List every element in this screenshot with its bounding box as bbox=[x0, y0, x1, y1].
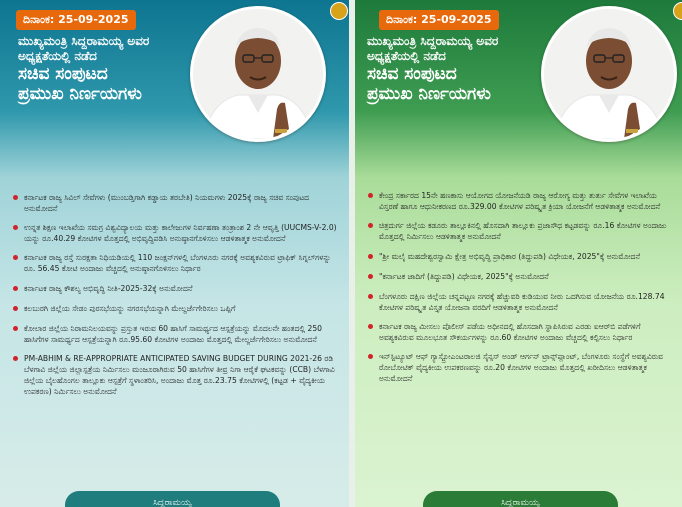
list-item: ಚಿತ್ರದುರ್ಗ ಜಿಲ್ಲೆಯ ಕಡೂರು ತಾಲ್ಲೂಕಿನಲ್ಲಿ ಹೊಸದಾಗಿ ತಾಲ್ಲೂಕು ಪ್ರಜಾಸೌಧ ಕಟ್ಟಡವನ್ನು ರೂ.16 ಕೋಟಿಗಳ ಅಂದಾಜು ಮೊತ್ತದಲ್ಲಿ ನಿರ್ಮಿಸಲು ಆಡಳಿತಾತ್ಮಕ ಅನುಮೋದನೆ bbox=[365, 220, 677, 242]
list-item: ಕೋಲಾರ ಜಿಲ್ಲೆಯ ನಿರಾಮನಿಲಯವನ್ನು ಪ್ರಸ್ತುತ ಇರುವ 60 ಹಾಸಿಗೆ ಸಾಮರ್ಥ್ಯದ ಆಸ್ಪತ್ರೆಯನ್ನು ಮೊದಲನೇ ಹಂತದಲ್ಲಿ 250 ಹಾಸಿಗೆಗಳ ಸಾಮರ್ಥ್ಯದ ಆಸ್ಪತ್ರೆಯನ್ನಾಗಿ ರೂ.95.60 ಕೋಟಿಗಳ ಅಂದಾಜು ಮೊತ್ತದಲ್ಲಿ ಮೇಲ್ದರ್ಜೆಗೇರಿಸಲು ಅನುಮೋದನೆ bbox=[10, 323, 342, 345]
right-poster bbox=[355, 0, 682, 507]
title-line-2: ಅಧ್ಯಕ್ಷತೆಯಲ್ಲಿ ನಡೆದ bbox=[18, 49, 97, 63]
title-line-1: ಮುಖ್ಯಮಂತ್ರಿ ಸಿದ್ದರಾಮಯ್ಯ ಅವರ bbox=[18, 34, 150, 48]
list-item: ಕರ್ನಾಟಕ ರಾಜ್ಯ ರಸ್ತೆ ಸುರಕ್ಷತಾ ನಿಧಿಯಡಿಯಲ್ಲಿ 110 ಜಂಕ್ಷನ್‌ಗಳಲ್ಲಿ ಬೆಂಗಳೂರು ನಗರಕ್ಕೆ ಅವಶ್ಯಕವಿರುವ ಟ್ರಾಫಿಕ್ ಸಿಗ್ನಲ್‌ಗಳನ್ನು ರೂ. 56.45 ಕೋಟಿ ಅಂದಾಜು ವೆಚ್ಚದಲ್ಲಿ ಅನುಷ್ಠಾನಗೊಳಿಸಲು ನಿರ್ಧಾರ bbox=[10, 252, 342, 274]
title-big-1: ಸಚಿವ ಸಂಪುಟದ bbox=[367, 64, 457, 84]
title-line-2: ಅಧ್ಯಕ್ಷತೆಯಲ್ಲಿ ನಡೆದ bbox=[367, 49, 446, 63]
portrait-photo bbox=[190, 6, 326, 142]
decisions-list bbox=[365, 190, 677, 384]
list-item: ಕರ್ನಾಟಕ ರಾಜ್ಯ ಮೀಸಲು ಪೊಲೀಸ್ ಪಡೆಯ ಅಧೀನದಲ್ಲಿ ಹೊಸದಾಗಿ ಸ್ಥಾಪಿಸಿರುವ ಎರಡು ಐಆರ್‌ಬಿ ಪಡೆಗಳಿಗೆ ಅವಶ್ಯಕವಿರುವ ಮೂಲಭೂತ ಸೌಕರ್ಯಗಳನ್ನು ರೂ.60 ಕೋಟಿಗಳ ಅಂದಾಜು ವೆಚ್ಚದಲ್ಲಿ ಕಲ್ಪಿಸಲು ನಿರ್ಧಾರ bbox=[365, 321, 677, 343]
title-big-2: ಪ್ರಮುಖ ನಿರ್ಣಯಗಳು bbox=[367, 84, 491, 104]
title-line-1: ಮುಖ್ಯಮಂತ್ರಿ ಸಿದ್ದರಾಮಯ್ಯ ಅವರ bbox=[367, 34, 499, 48]
emblem-icon bbox=[673, 2, 682, 20]
list-item: "ಶ್ರೀ ಮಲೈ ಮಹದೇಶ್ವರಸ್ವಾಮಿ ಕ್ಷೇತ್ರ ಅಭಿವೃದ್ಧಿ ಪ್ರಾಧಿಕಾರ (ತಿದ್ದುಪಡಿ) ವಿಧೇಯಕ, 2025"ಕ್ಕೆ ಅನುಮೋದನೆ bbox=[365, 251, 677, 262]
list-item: ಬೆಂಗಳೂರು ದಕ್ಷಿಣ ಜಿಲ್ಲೆಯ ಚನ್ನಪಟ್ಟಣ ನಗರಕ್ಕೆ ಹೆಚ್ಚುವರಿ ಕುಡಿಯುವ ನೀರು ಒದಗಿಸುವ ಯೋಜನೆಯ ರೂ.128.74 ಕೋಟಿಗಳ ಪರಿಷ್ಕೃತ ವಿಸ್ತೃತ ಯೋಜನಾ ವರದಿಗೆ ಆಡಳಿತಾತ್ಮಕ ಅನುಮೋದನೆ bbox=[365, 291, 677, 313]
signature-bar: ಸಿದ್ದರಾಮಯ್ಯ bbox=[423, 491, 618, 507]
list-item: PM-ABHIM & RE-APPROPRIATE ANTICIPATED SAVING BUDGET DURING 2021-26 ರಡಿ ಬೆಳಗಾವಿ ಜಿಲ್ಲೆಯ ಜಿಲ್ಲಾಸ್ಪತ್ರೆಯ ನಿರ್ಮಿಸಲು ಮಂಜೂರಾಗಿರುವ 50 ಹಾಸಿಗೆಗಳ ತೀವ್ರ ನಿಗಾ ಆರೈಕೆ ಘಟಕವನ್ನು (CCB) ಬೆಳಗಾವಿ ಜಿಲ್ಲೆಯ ಬೈಲಹೊಂಗಲ ತಾಲ್ಲೂಕು ಆಸ್ಪತ್ರೆಗೆ ಸ್ಥಳಾಂತರಿಸಿ, ಅಂದಾಜು ಮೊತ್ತ ರೂ.23.75 ಕೋಟಿಗಳಲ್ಲಿ (ಕಟ್ಟಡ + ವೈದ್ಯಕೀಯ ಉಪಕರಣ) ನಿರ್ಮಿಸಲು ಅನುಮೋದನೆ bbox=[10, 353, 342, 397]
emblem-icon bbox=[330, 2, 348, 20]
list-item: ಕಲಬುರಗಿ ಜಿಲ್ಲೆಯ ಸೇಡಂ ಪುರಸಭೆಯನ್ನು ನಗರಸಭೆಯನ್ನಾಗಿ ಮೇಲ್ದರ್ಜೆಗೇರಿಸಲು ಒಪ್ಪಿಗೆ bbox=[10, 303, 342, 314]
list-item: ಕೇಂದ್ರ ಸರ್ಕಾರದ 15ನೇ ಹಣಕಾಸು ಆಯೋಗದ ಯೋಜನೆಯಡಿ ರಾಜ್ಯ ಆರೋಗ್ಯ ಮತ್ತು ತುರ್ತು ಸೇವೆಗಳ ಇಲಾಖೆಯ ವಿಸ್ತರಣೆ ಹಾಗೂ ಆಧುನೀಕರಣದ ರೂ.329.00 ಕೋಟಿಗಳ ಪರಿಷ್ಕೃತ ಕ್ರಿಯಾ ಯೋಜನೆಗೆ ಆಡಳಿತಾತ್ಮಕ ಅನುಮೋದನೆ bbox=[365, 190, 677, 212]
list-item: ಕರ್ನಾಟಕ ರಾಜ್ಯ ಕೌಶಲ್ಯ ಅಭಿವೃದ್ಧಿ ನೀತಿ-2025-32ಕ್ಕೆ ಅನುಮೋದನೆ bbox=[10, 283, 342, 294]
title-big-2: ಪ್ರಮುಖ ನಿರ್ಣಯಗಳು bbox=[18, 84, 142, 104]
list-item: ಉನ್ನತ ಶಿಕ್ಷಣ ಇಲಾಖೆಯ ಸಮಗ್ರ ವಿಶ್ವವಿದ್ಯಾಲಯ ಮತ್ತು ಕಾಲೇಜುಗಳ ನಿರ್ವಹಣಾ ತಂತ್ರಾಂಶ 2 ನೇ ಆವೃತ್ತಿ (UUCMS-V-2.0) ಯನ್ನು ರೂ.40.29 ಕೋಟಿಗಳ ಮೊತ್ತದಲ್ಲಿ ಅಭಿವೃದ್ಧಿಪಡಿಸಿ ಅನುಷ್ಠಾನಗೊಳಿಸಲು ಆಡಳಿತಾತ್ಮಕ ಅನುಮೋದನೆ bbox=[10, 222, 342, 244]
portrait-photo bbox=[541, 6, 677, 142]
list-item: ಇನ್‌ಸ್ಟಿಟ್ಯೂಟ್ ಆಫ್ ಗ್ಯಾಸ್ಟ್ರೋಎಂಟರಾಲಜಿ ಸೈನ್ಸಸ್ ಅಂಡ್ ಆರ್ಗನ್ ಟ್ರಾನ್ಸ್‌ಪ್ಲಾಂಟ್, ಬೆಂಗಳೂರು ಸಂಸ್ಥೆಗೆ ಅವಶ್ಯವಿರುವ ರೋಬೋಟಿಕ್ ವೈದ್ಯಕೀಯ ಉಪಕರಣವನ್ನು ರೂ.20 ಕೋಟಿಗಳ ಅಂದಾಜು ಮೊತ್ತದಲ್ಲಿ ಖರೀದಿಸಲು ಆಡಳಿತಾತ್ಮಕ ಅನುಮೋದನೆ bbox=[365, 351, 677, 384]
date-badge: ದಿನಾಂಕ: 25-09-2025 bbox=[16, 10, 136, 30]
list-item: ಕರ್ನಾಟಕ ರಾಜ್ಯ ಸಿವಿಲ್ ಸೇವೆಗಳು (ಮುಂಬಡ್ತಿಗಾಗಿ ಕಡ್ಡಾಯ ತರಬೇತಿ) ನಿಯಮಗಳು 2025ಕ್ಕೆ ರಾಜ್ಯ ಸಚಿವ ಸಂಪುಟದ ಅನುಮೋದನೆ bbox=[10, 192, 342, 214]
title-big-1: ಸಚಿವ ಸಂಪುಟದ bbox=[18, 64, 108, 84]
signature-bar: ಸಿದ್ದರಾಮಯ್ಯ bbox=[65, 491, 280, 507]
decisions-list bbox=[10, 192, 342, 397]
date-badge: ದಿನಾಂಕ: 25-09-2025 bbox=[379, 10, 499, 30]
list-item: "ಕರ್ನಾಟಕ ಜಾದಿಗೆ (ತಿದ್ದುಪಡಿ) ವಿಧೇಯಕ, 2025"ಕ್ಕೆ ಅನುಮೋದನೆ bbox=[365, 271, 677, 282]
